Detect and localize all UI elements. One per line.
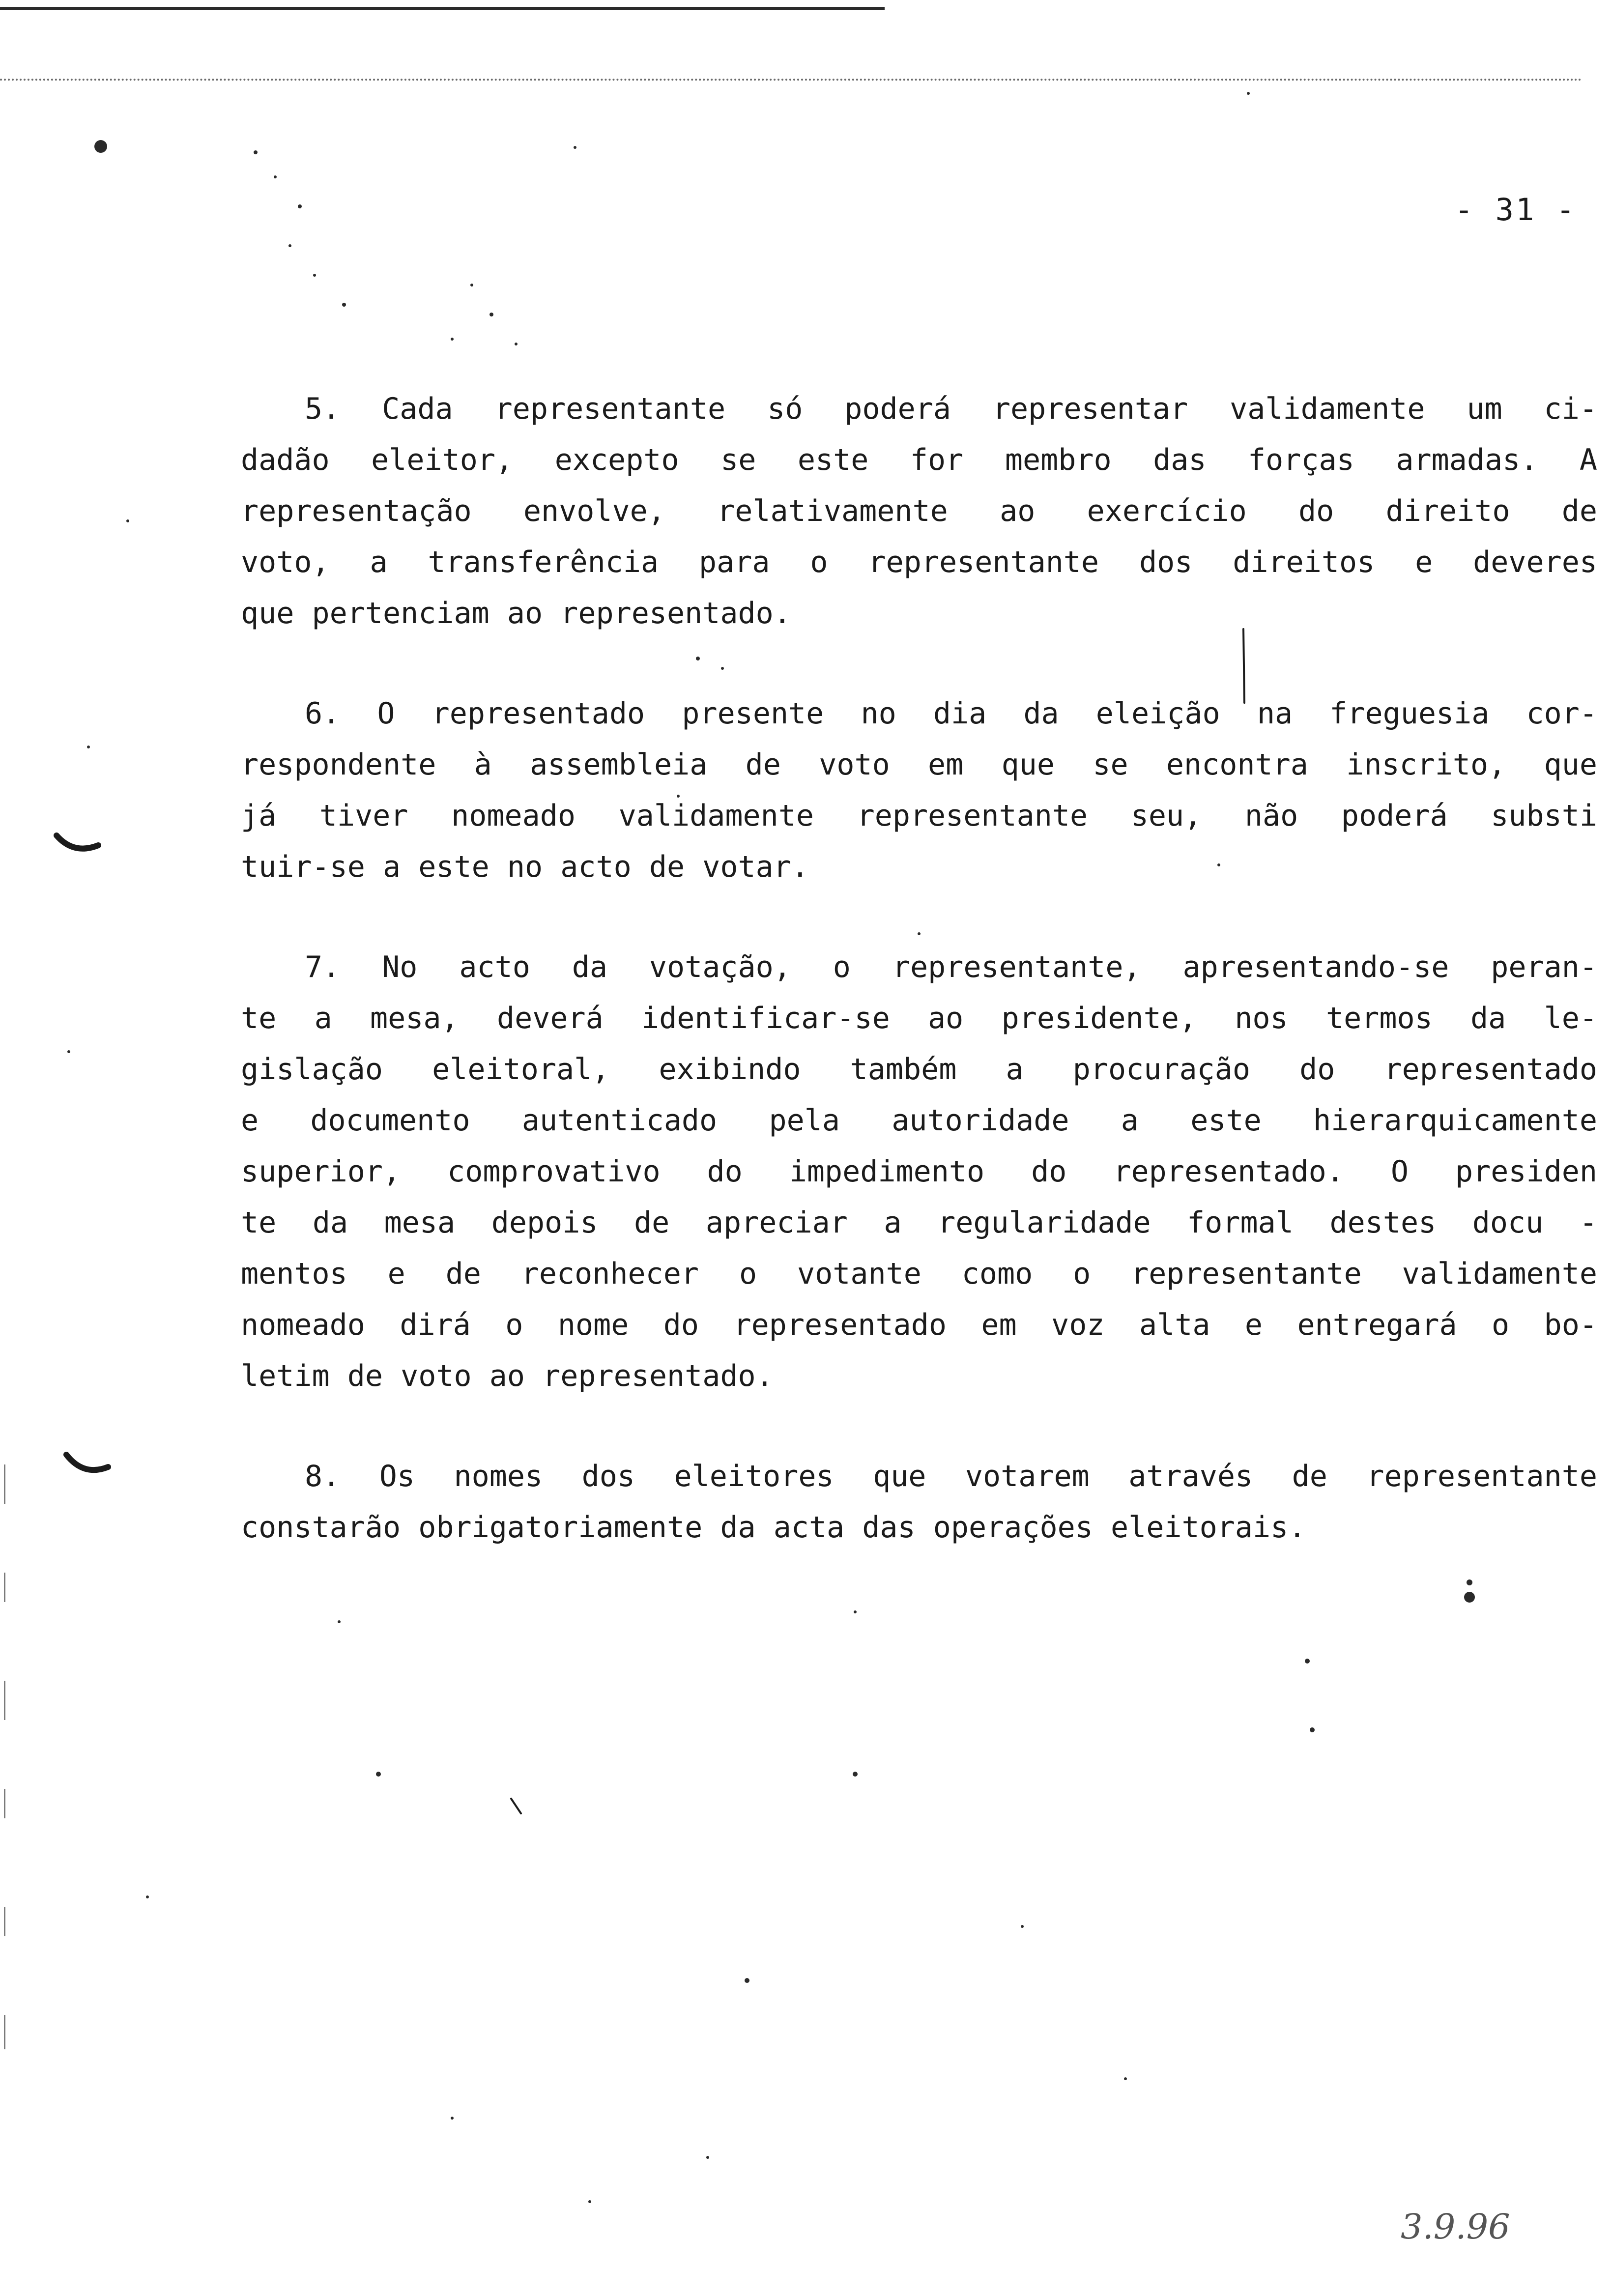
text-line: mentos e de reconhecer o votante como o representante validamente [241,1257,1597,1291]
text-line: que pertenciam ao representado. [241,596,791,631]
page-number: - 31 - [1455,192,1577,228]
handwritten-date: 3.9.96 [1401,2207,1510,2247]
text-line: letim de voto ao representado. [241,1359,774,1393]
text-line: te da mesa depois de apreciar a regularidade formal destes docu - [241,1205,1597,1240]
text-line: representação envolve, relativamente ao exercício do direito de [241,494,1597,528]
text-line: dadão eleitor, excepto se este for membro das forças armadas. A [241,443,1597,477]
text-line: 6. O representado presente no dia da eleição na freguesia cor- [305,696,1597,731]
paragraph-6 [241,688,1597,892]
text-line: já tiver nomeado validamente representante seu, não poderá substi [241,799,1597,833]
text-line: gislação eleitoral, exibindo também a procuração do representado [241,1052,1597,1087]
text-line: constarão obrigatoriamente da acta das operações eleitorais. [241,1510,1306,1545]
text-line: voto, a transferência para o representante dos direitos e deveres [241,545,1597,579]
text-line: 5. Cada representante só poderá representar validamente um ci- [305,392,1597,426]
text-line: respondente à assembleia de voto em que se encontra inscrito, que [241,747,1597,782]
paragraph-5 [241,383,1597,639]
text-line: te a mesa, deverá identificar-se ao presidente, nos termos da le- [241,1001,1597,1035]
body-text [241,383,1597,1602]
text-line: tuir-se a este no acto de votar. [241,850,809,884]
text-line: nomeado dirá o nome do representado em voz alta e entregará o bo- [241,1308,1597,1342]
text-line: 8. Os nomes dos eleitores que votarem através de representante [305,1459,1597,1493]
text-line: 7. No acto da votação, o representante, apresentando-se peran- [305,950,1597,984]
paragraph-7 [241,942,1597,1402]
paragraph-8 [241,1451,1597,1553]
text-line: superior, comprovativo do impedimento do representado. O presiden [241,1154,1597,1189]
text-line: e documento autenticado pela autoridade a este hierarquicamente [241,1103,1597,1138]
